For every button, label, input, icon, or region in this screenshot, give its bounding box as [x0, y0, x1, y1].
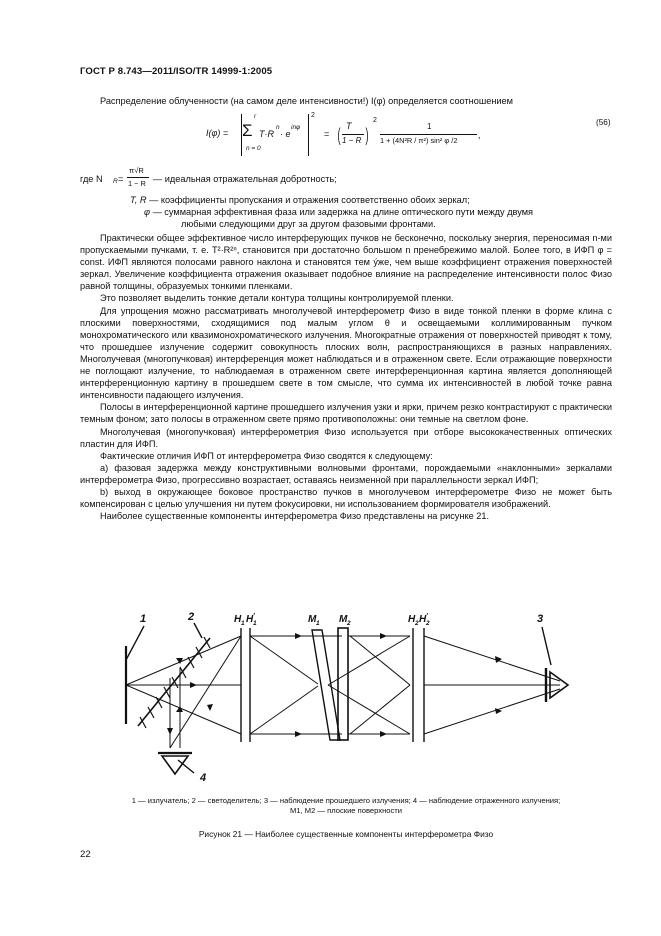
eq-number: (56) — [596, 118, 611, 127]
label-3: 3 — [537, 613, 544, 625]
eq-term: T·R — [259, 129, 274, 139]
paragraph-8: b) выход в окружающее боковое пространство пучков в многолучевом интерферометре Физо не может быть компенсирован с целью улучшения ни путем фокусировки, ни использованием формирователя изображений. — [80, 486, 612, 510]
paragraph-9: Наиболее существенные компоненты интерферометра Физо представлены на рисунке 21. — [100, 511, 490, 522]
eq-frac-num: T — [346, 121, 352, 131]
label-4: 4 — [200, 772, 207, 784]
def-phi: φ — суммарная эффективная фаза или задержка на длине оптического пути между двумя — [144, 207, 534, 218]
label-m2: M — [339, 614, 348, 625]
eq-paren-right: ) — [365, 125, 369, 145]
where-eq: = — [118, 174, 124, 184]
eq-paren-left: ( — [337, 125, 341, 145]
beamsplitter — [138, 638, 210, 726]
paragraph-3: Для упрощения можно рассматривать многолучевой интерферометр Физо в виде тонкой пленки в форме клина с плоскими поверхностями, сходящимися под малым углом θ и освещаемыми коллимированным пучком монохроматического или квазимонохроматического излучения. Многократные отражения от поверхностей приводят к тому, что прошедшее излучение содержит совокупность плоских волн, распространяющихся в разных направлениях. Многолучевая (многопучковая) интерференция может наблюдаться и в отраженном свете. Если отражающие поверхности не поглощают излучение, то наблюдаемая в отраженном свете интерференционная картина является дополняющей интерференционную картину в прошедшем свете в том смысле, что сумма их интенсивностей в любой точке равна интенсивности падающего излучения. — [80, 305, 612, 401]
figure-caption: Рисунок 21 — Наиболее существенные компоненты интерферометра Физо — [198, 829, 494, 839]
definitions-block — [80, 194, 612, 230]
where-desc: — идеальная отражательная добротность; — [153, 174, 337, 184]
label-2: 2 — [188, 611, 195, 623]
svg-text:′: ′ — [426, 613, 428, 620]
eq-right-den: 1 + (4N²R / π²) sin² φ /2 — [380, 136, 458, 145]
eq-frac-line — [342, 134, 364, 135]
figure-legend-line-1: 1 — излучатель; 2 — светоделитель; 3 — наблюдение прошедшего излучения; 4 — наблюдение отраженного излучения; — [131, 796, 561, 805]
svg-text:2: 2 — [347, 620, 351, 627]
figure-21-diagram — [110, 608, 580, 788]
eq-exp-inphi: inφ — [291, 124, 301, 131]
body-text — [80, 232, 612, 522]
leader-1 — [126, 626, 144, 660]
nr-num: π√R — [129, 166, 144, 175]
eq-comma: , — [478, 130, 481, 140]
paragraph-6: Фактические отличия ИФП от интерферометра Физо сводятся к следующему: — [100, 450, 433, 461]
document-header: ГОСТ Р 8.743—2011/ISO/TR 14999-1:2005 — [80, 66, 273, 77]
intro-paragraph: Распределение облученности (на самом деле интенсивности!) I(φ) определяется соотношением — [100, 96, 513, 106]
eq-frac-exp: 2 — [373, 117, 377, 124]
intro-text-block — [80, 95, 612, 107]
label-m1: M — [308, 614, 317, 625]
eq-sum-upper: r — [254, 113, 257, 120]
mirror-m2 — [338, 628, 348, 740]
where-prefix: где N — [80, 174, 103, 184]
svg-text:2: 2 — [426, 620, 430, 627]
eq-equals: = — [324, 129, 330, 139]
svg-text:′: ′ — [253, 613, 255, 620]
eq-exp-part: · e — [280, 129, 291, 139]
figure-legend-line-2: M1, M2 — плоские поверхности — [289, 806, 403, 815]
label-h1: H — [234, 614, 242, 625]
mirror-m1 — [312, 630, 340, 740]
svg-text:1: 1 — [316, 620, 320, 627]
paragraph-2: Это позволяет выделить тонкие детали контура толщины контролируемой пленки. — [100, 293, 454, 304]
page-number: 22 — [80, 849, 91, 860]
leader-2 — [194, 623, 202, 638]
eq-right-frac-line — [380, 134, 477, 135]
eq-outer-exp: 2 — [311, 112, 315, 119]
label-h2: H — [408, 614, 416, 625]
eq-sigma: Σ — [242, 121, 253, 140]
paragraph-5: Многолучевая (многопучковая) интерферометрия Физо используется при отборе высококачественных оптических пластин для ИФП. — [80, 426, 612, 449]
eq-term-exp: n — [276, 124, 280, 131]
label-h2-prime: H — [419, 614, 427, 625]
svg-text:2: 2 — [415, 620, 419, 627]
paragraph-4: Полосы в интерференционной картине прошедшего излучения узки и ярки, причем резко контрастируют с практически темным фоном; зато полосы в отраженном свете прямо противоположны: они темные на светлом фоне. — [80, 402, 612, 425]
eq-right-num: 1 — [427, 122, 432, 131]
where-sub: R — [113, 178, 118, 185]
def-tr: T, R — коэффициенты пропускания и отражения соответственно обоих зеркал; — [130, 195, 470, 205]
nr-den: 1 − R — [128, 179, 146, 188]
paragraph-7: a) фазовая задержка между конструктивными волновыми фронтами, порождаемыми «наклонными» зеркалами интерферометра Физо, прогрессивно возрастает, оставаясь неизменной при параллельности зеркал ИФП; — [80, 462, 612, 485]
svg-text:1: 1 — [253, 620, 257, 627]
svg-text:1: 1 — [241, 620, 245, 627]
label-h1-prime: H — [246, 614, 254, 625]
leader-3 — [542, 627, 551, 665]
eq-sum-lower: n = 0 — [246, 145, 261, 152]
eq-frac-den: 1 − R — [342, 136, 362, 145]
paragraph-1: Практически общее эффективное число интерферующих пучков не бесконечно, поскольку энергия, переносимая n-ми пропускаемыми пучками, т. е. T²·R²ⁿ, становится при достаточно большом n пренебрежимо малой. Более того, в ИФП φ = const. ИФП являются полосами равного наклона и становятся тем у́же, чем выше коэффициент отражения поверхностей зеркал. Увеличение коэффициента отражения оказывает подобное влияние на распределение интенсивности полос Физо равной толщины, образуемых тонкими пленками. — [80, 233, 612, 292]
eq-lhs: I(φ) = — [206, 128, 229, 138]
nr-frac-line — [127, 177, 149, 178]
figure-legend — [80, 796, 612, 816]
def-phi-cont: любыми следующими друг за другом фазовыми фронтами. — [181, 219, 436, 230]
eq-abs-bar-right — [308, 114, 309, 156]
label-1: 1 — [140, 613, 147, 625]
